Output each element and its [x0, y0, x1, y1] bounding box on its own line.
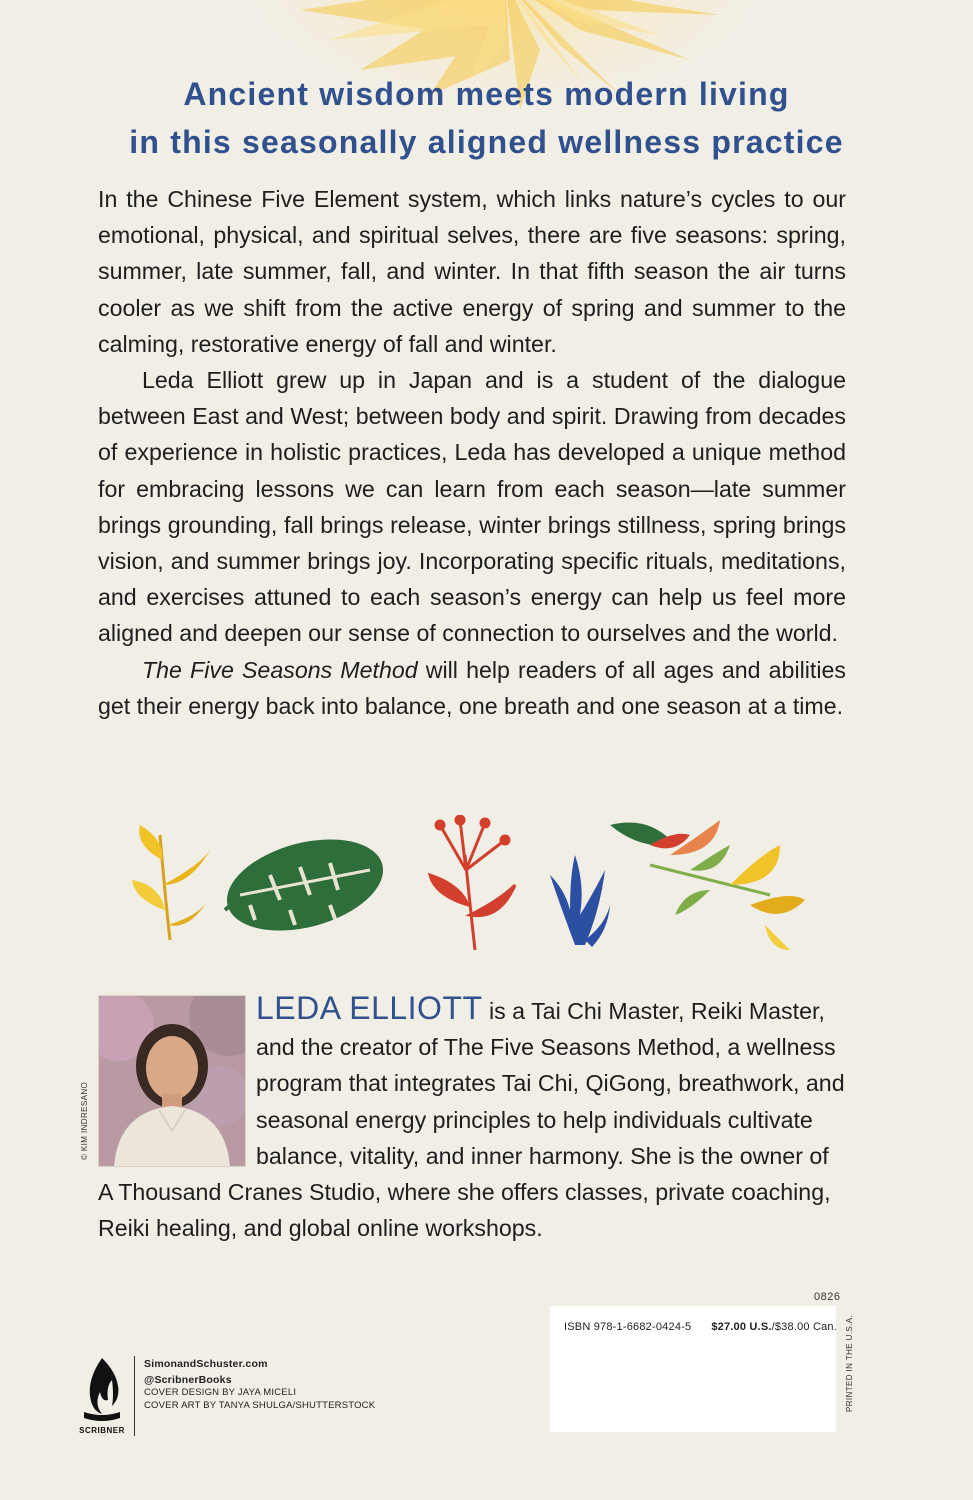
scribner-label: SCRIBNER — [79, 1426, 125, 1435]
product-code: 0826 — [814, 1291, 841, 1303]
price-can: /$38.00 Can. — [771, 1321, 838, 1333]
cover-design-credit: COVER DESIGN BY JAYA MICELI — [144, 1387, 297, 1398]
paragraph-1: In the Chinese Five Element system, which links nature’s cycles to our emotional, physical, and spiritual selves, there are five seasons: spring, summer, late summer, fall, and winter. In that fifth season the air turns cooler as we shift from the active energy of spring and summer to the calming, restorative energy of fall and winter. — [98, 186, 846, 357]
author-bio — [98, 990, 846, 1246]
cover-credits — [144, 1386, 375, 1412]
price-us: $27.00 U.S. — [711, 1321, 772, 1333]
photo-credit: © KIM INDRESANO — [80, 1081, 89, 1160]
isbn-line — [564, 1321, 837, 1333]
yellow-leaf-branch-icon — [132, 825, 210, 940]
headline-line-2: in this seasonally aligned wellness practice — [129, 124, 844, 160]
isbn: ISBN 978-1-6682-0424-5 — [564, 1321, 692, 1333]
photo-placeholder — [98, 990, 256, 1172]
monstera-leaf-icon — [217, 824, 393, 947]
mixed-foliage-icon — [610, 820, 805, 950]
paragraph-3-text: will help readers of all ages and abilities get their energy back into balance, one breath and one season at a time. — [98, 656, 846, 719]
printed-in: PRINTED IN THE U.S.A. — [845, 1314, 854, 1412]
publisher-website[interactable]: SimonandSchuster.com — [144, 1358, 268, 1370]
headline — [60, 70, 913, 166]
publisher-social[interactable]: @ScribnerBooks — [144, 1374, 232, 1386]
headline-line-1: Ancient wisdom meets modern living — [183, 76, 790, 112]
description-body — [98, 181, 846, 724]
barcode-box — [550, 1306, 836, 1432]
author-bio-body: is a Tai Chi Master, Reiki Master, and the creator of The Five Seasons Method, a wellness program that integrates Tai Chi, QiGong, breathwork, and seasonal energy principles to help individuals cultivate balance, vitality, and inner harmony. She is the owner of A Thousand Cranes Studio, where she offers classes, private coaching, Reiki healing, and global online workshops. — [98, 998, 845, 1242]
book-title: The Five Seasons Method — [142, 656, 418, 683]
blue-coral-leaf-icon — [550, 855, 610, 947]
publisher-divider — [134, 1356, 135, 1436]
red-flower-stem-icon — [430, 816, 515, 950]
cover-art-credit: COVER ART BY TANYA SHULGA/SHUTTERSTOCK — [144, 1400, 376, 1411]
botanical-leaves-illustration — [130, 815, 820, 955]
paragraph-3 — [98, 652, 846, 724]
paragraph-2: Leda Elliott grew up in Japan and is a student of the dialogue between East and West; between body and spirit. Drawing from decades of experience in holistic practices, Leda has developed a unique method for embracing lessons we can learn from each season—late summer brings grounding, fall brings release, winter brings stillness, spring brings vision, and summer brings joy. Incorporating specific rituals, meditations, and exercises attuned to each season’s energy can help us feel more aligned and deepen our sense of connection to ourselves and the world. — [98, 367, 846, 647]
scribner-flame-logo-icon — [78, 1356, 126, 1426]
author-name: LEDA ELLIOTT — [256, 990, 483, 1026]
publisher-credits — [144, 1356, 376, 1411]
